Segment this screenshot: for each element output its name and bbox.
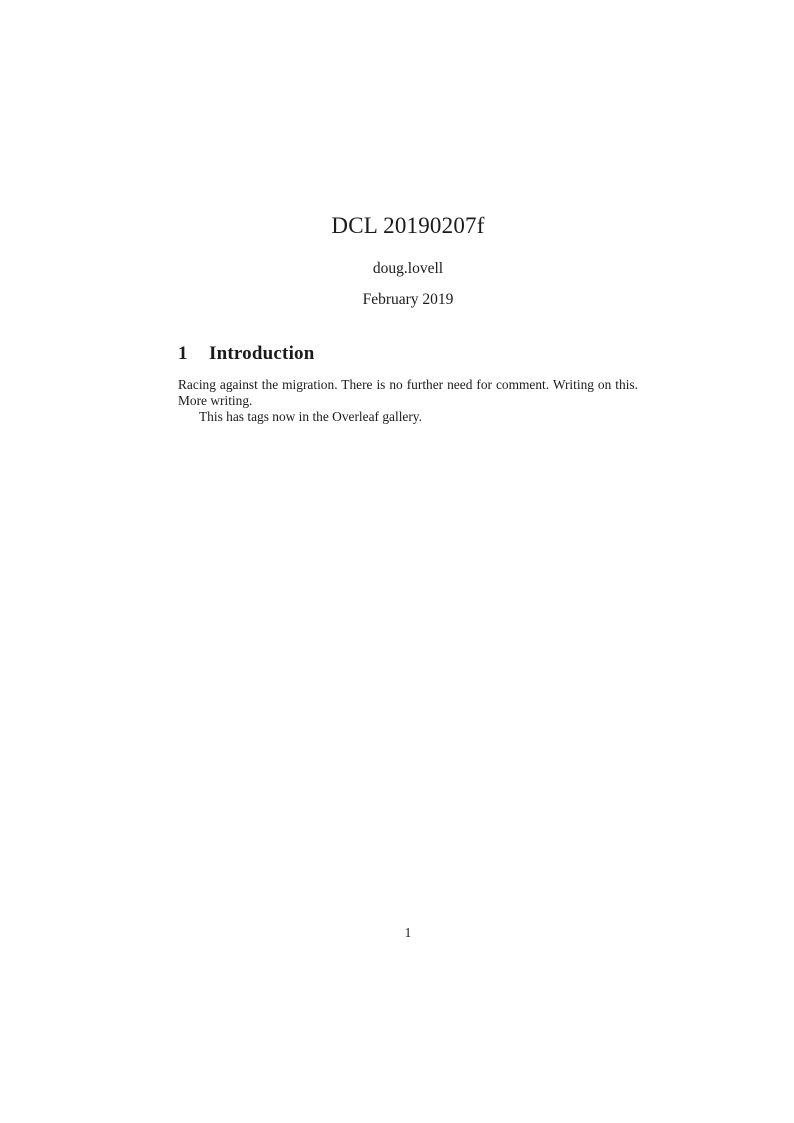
section-title: Introduction [209,343,315,364]
document-date: February 2019 [362,291,454,308]
page-number: 1 [404,925,412,940]
body-text [178,377,638,425]
paragraph-1: Racing against the migration. There is no further need for comment. Writing on this. More writing. [178,377,638,408]
document-title: DCL 20190207f [331,213,485,238]
paragraph-2: This has tags now in the Overleaf gallery. [199,409,422,424]
section-heading [178,343,638,365]
section-number: 1 [178,343,188,364]
document-author: doug.lovell [372,260,444,277]
